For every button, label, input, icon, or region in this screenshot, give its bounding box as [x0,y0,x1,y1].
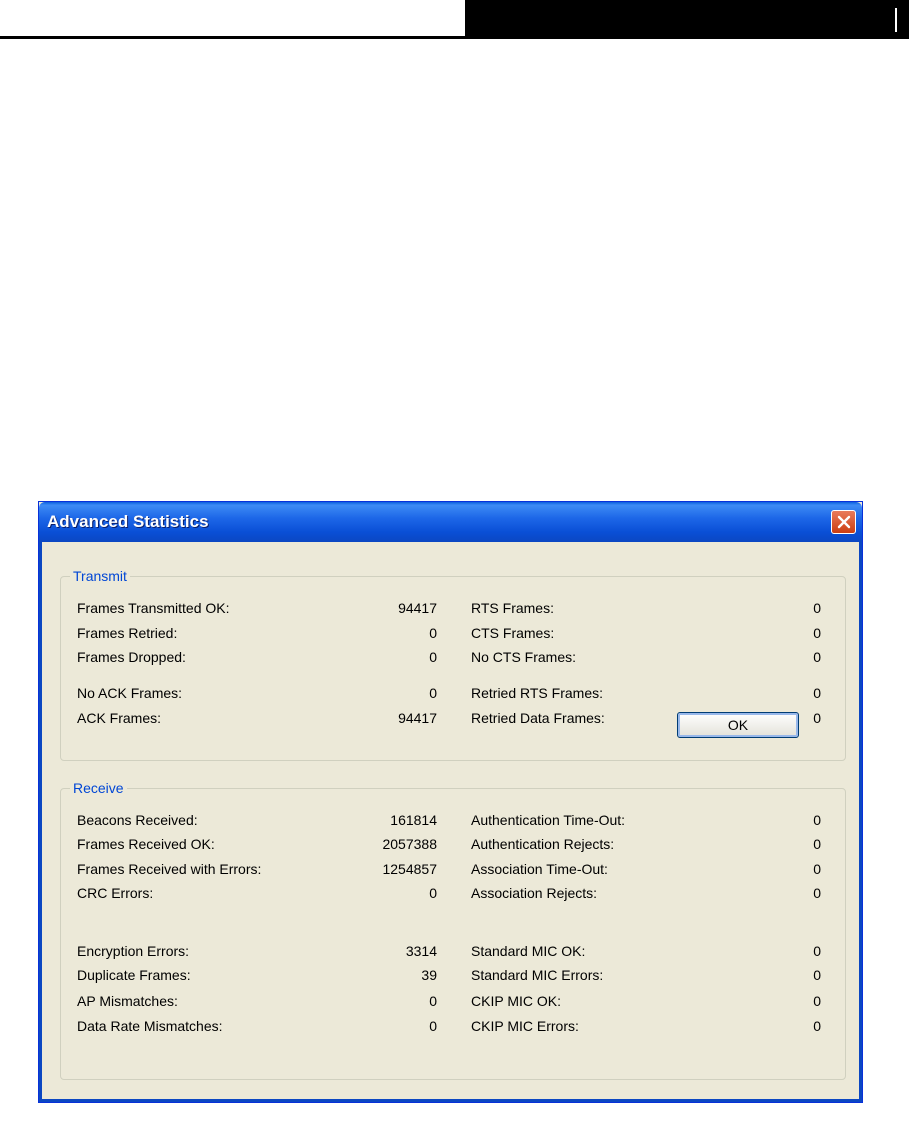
stat-label: CRC Errors: [77,885,154,901]
stat-label: CKIP MIC Errors: [471,1018,579,1034]
stat-label: Duplicate Frames: [77,967,191,983]
stat-value: 0 [429,625,437,641]
stat-value: 2057388 [382,836,437,852]
window-border-bottom [39,1099,862,1102]
stat-label: Association Time-Out: [471,861,608,877]
stat-label: Association Rejects: [471,885,598,901]
close-button[interactable] [831,510,856,534]
close-icon [837,515,851,529]
stat-value: 3314 [405,943,437,959]
stat-label: Retried RTS Frames: [471,685,603,701]
stat-label: No CTS Frames: [471,649,577,665]
stat-value: 0 [429,1018,437,1034]
stat-value: 0 [813,836,821,852]
stat-label: Standard MIC Errors: [471,967,604,983]
ok-button[interactable]: OK [677,712,799,738]
stat-value: 0 [429,685,437,701]
receive-legend: Receive [70,780,127,796]
stat-label: Frames Transmitted OK: [77,600,230,616]
stat-label: Data Rate Mismatches: [77,1018,223,1034]
stat-label: Beacons Received: [77,812,198,828]
stat-value: 0 [429,649,437,665]
stat-value: 0 [813,600,821,616]
stat-value: 94417 [398,600,437,616]
stat-value: 1254857 [382,861,437,877]
stat-label: Authentication Time-Out: [471,812,626,828]
receive-group [60,780,846,1080]
stat-value: 0 [429,993,437,1009]
stat-value: 0 [813,943,821,959]
stat-value: 0 [813,649,821,665]
stat-value: 94417 [398,710,437,726]
stat-label: CKIP MIC OK: [471,993,561,1009]
header-rule [0,36,465,39]
stat-label: AP Mismatches: [77,993,178,1009]
window-border-left [39,542,42,1102]
stat-value: 0 [813,710,821,726]
stat-value: 39 [421,967,437,983]
transmit-legend: Transmit [70,568,130,584]
stat-label: Frames Dropped: [77,649,186,665]
window-border-right [859,542,862,1102]
stat-label: RTS Frames: [471,600,554,616]
stat-label: Standard MIC OK: [471,943,586,959]
stat-value: 0 [813,861,821,877]
stat-value: 0 [813,967,821,983]
stat-label: No ACK Frames: [77,685,183,701]
stat-value: 0 [813,885,821,901]
stat-label: Frames Received with Errors: [77,861,262,877]
stat-label: Retried Data Frames: [471,710,605,726]
stat-value: 161814 [390,812,437,828]
stat-label: ACK Frames: [77,710,162,726]
stat-label: Frames Received OK: [77,836,215,852]
stat-label: CTS Frames: [471,625,555,641]
stat-label: Authentication Rejects: [471,836,615,852]
stat-value: 0 [813,993,821,1009]
stat-value: 0 [813,1018,821,1034]
dialog-title: Advanced Statistics [47,512,209,531]
stat-value: 0 [813,685,821,701]
stat-label: Encryption Errors: [77,943,190,959]
stat-value: 0 [813,625,821,641]
title-bar[interactable] [39,502,862,542]
stat-value: 0 [813,812,821,828]
header-black-bar [465,0,909,39]
header-bar-tick [895,8,897,32]
stat-value: 0 [429,885,437,901]
stat-label: Frames Retried: [77,625,178,641]
advanced-statistics-dialog [38,501,863,1103]
